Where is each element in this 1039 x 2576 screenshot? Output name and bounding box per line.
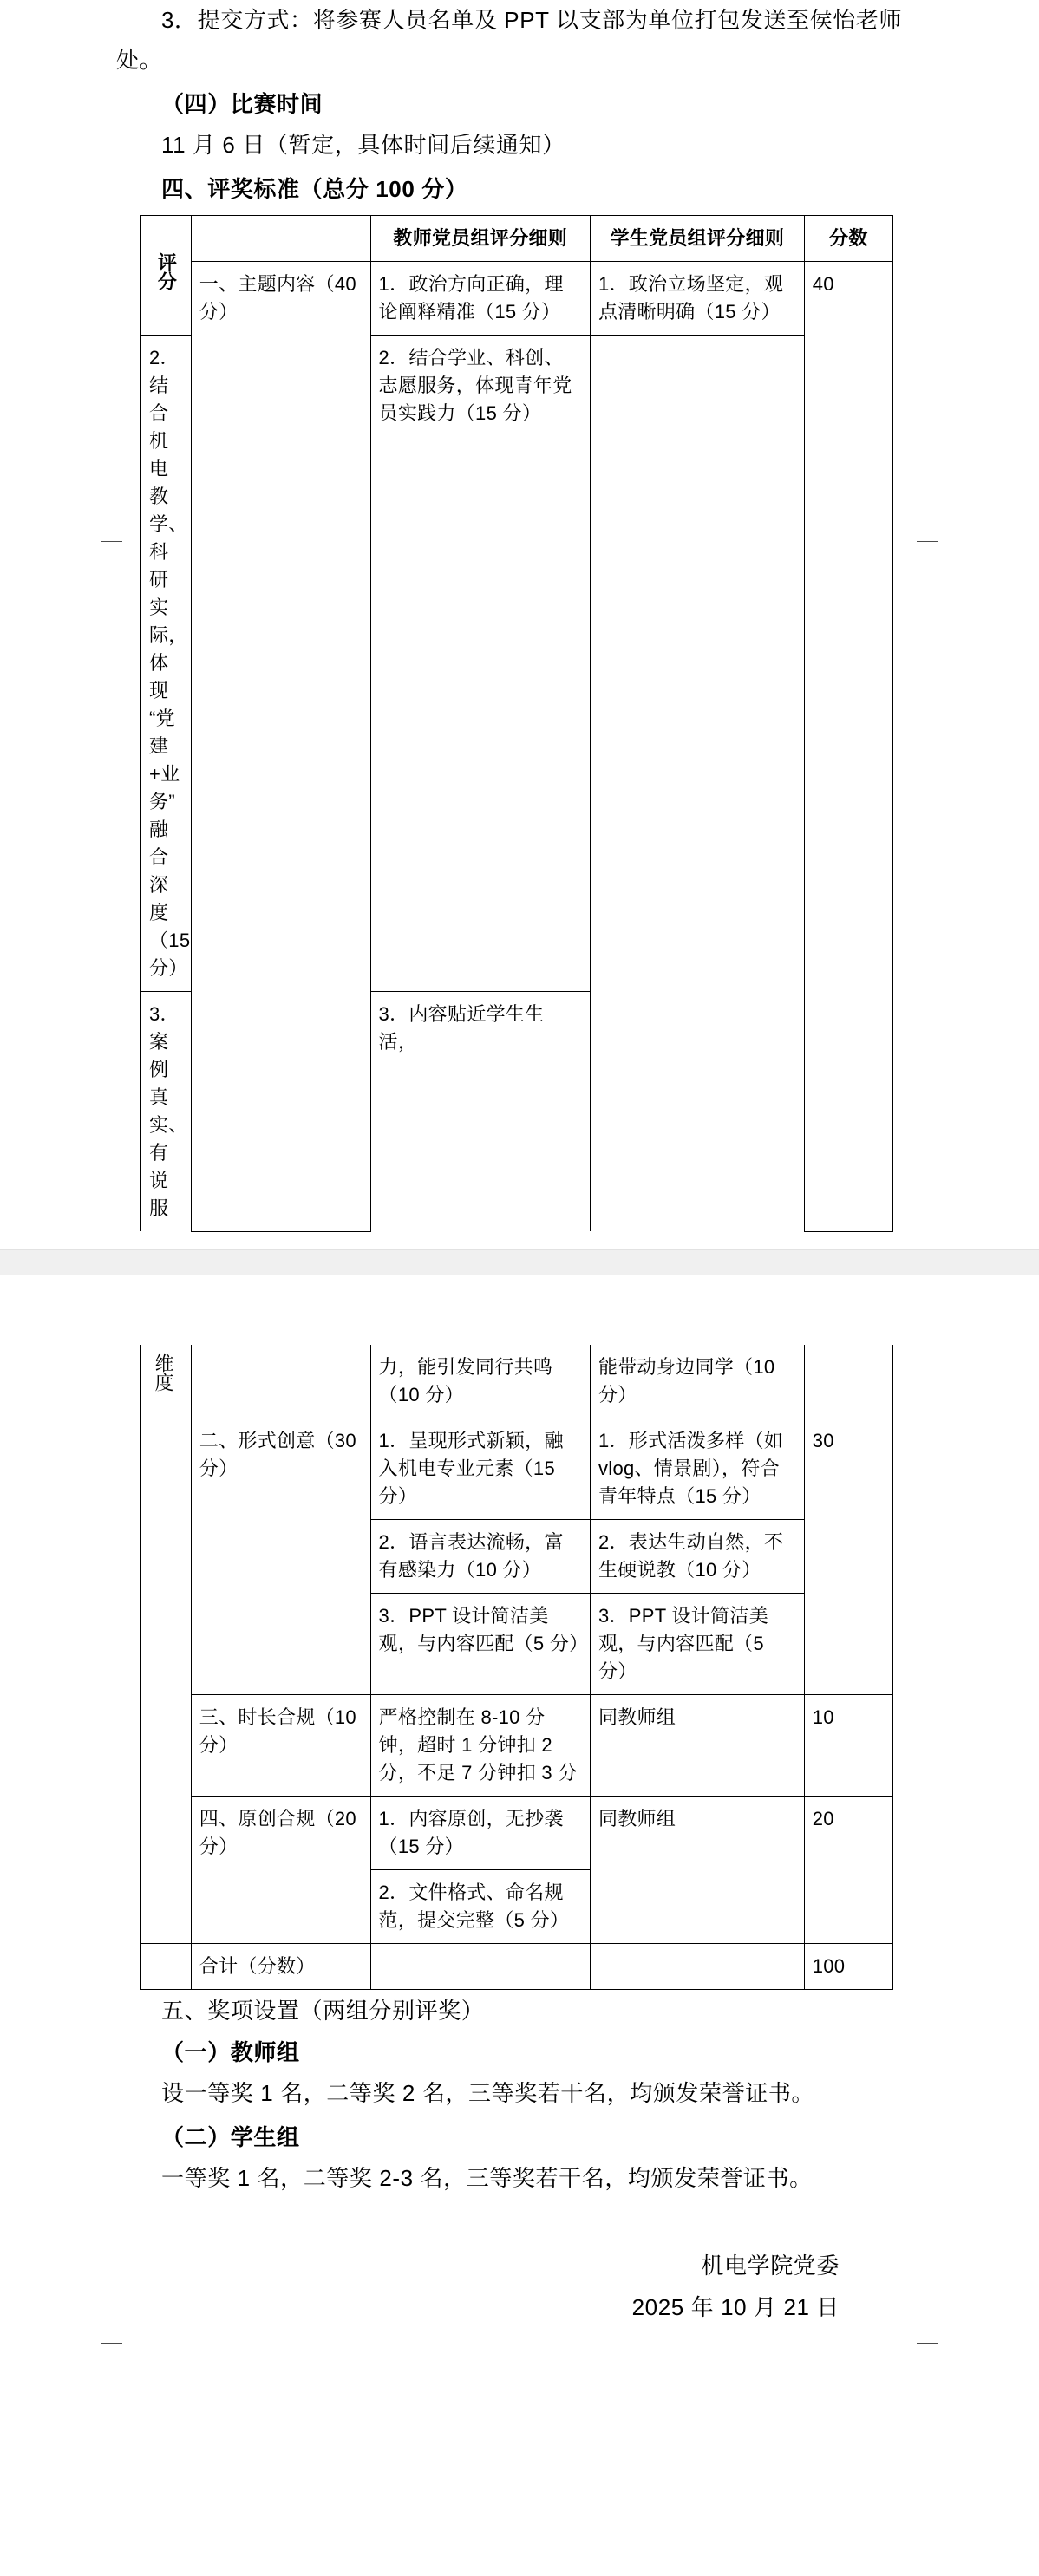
teacher-item: 3．案例真实、有说服: [141, 992, 192, 1232]
page-1-content: [116, 0, 923, 1232]
dimension-label-theme: 一、主题内容（40 分）: [191, 262, 370, 1232]
document-page-1: [0, 0, 1039, 1249]
teacher-item: 1．政治方向正确，理论阐释精准（15 分）: [370, 262, 590, 336]
axis-label-dimension: 维度: [141, 1345, 192, 1944]
score-carryover: [804, 1345, 892, 1418]
teacher-item-carryover: 力，能引发同行共鸣（10 分）: [370, 1345, 590, 1418]
paragraph-student-group: 一等奖 1 名，二等奖 2-3 名，三等奖若干名，均颁发荣誉证书。: [161, 2164, 813, 2191]
total-student-blank: [590, 1943, 804, 1989]
total-value: 100: [804, 1943, 892, 1989]
page-separator: [0, 1249, 1039, 1275]
student-item: 2．表达生动自然，不生硬说教（10 分）: [590, 1519, 804, 1593]
teacher-item: 2．语言表达流畅，富有感染力（10 分）: [370, 1519, 590, 1593]
student-item: 1．政治立场坚定，观点清晰明确（15 分）: [590, 262, 804, 336]
scoring-table-part1: [140, 215, 893, 1232]
teacher-item: 1．呈现形式新颖，融入机电专业元素（15 分）: [370, 1418, 590, 1519]
dimension-label-duration: 三、时长合规（10 分）: [191, 1694, 370, 1796]
student-item: 3．内容贴近学生生活，: [370, 992, 590, 1232]
header-student-criteria: 学生党员组评分细则: [590, 216, 804, 262]
teacher-item: 2．结合机电教学、科研实际，体现“党建+业务”融合深度（15 分）: [141, 336, 192, 992]
heading-student-group: （二）学生组: [161, 2123, 300, 2150]
dimension-score-duration: 10: [804, 1694, 892, 1796]
dimension-label-originality: 四、原创合规（20 分）: [191, 1796, 370, 1943]
crop-mark-top-left: [101, 1314, 122, 1335]
crop-mark-bottom-right: [917, 520, 938, 542]
student-item: 同教师组: [590, 1796, 804, 1943]
crop-mark-bottom-left: [101, 2322, 122, 2344]
table-row: [141, 1796, 893, 1869]
header-score: 分数: [804, 216, 892, 262]
total-axis-blank: [141, 1943, 192, 1989]
paragraph-teacher-group: 设一等奖 1 名，二等奖 2 名，三等奖若干名，均颁发荣誉证书。: [161, 2079, 815, 2106]
table-row: [141, 262, 893, 336]
header-blank: [191, 216, 370, 262]
student-item: 2．结合学业、科创、志愿服务，体现青年党员实践力（15 分）: [370, 336, 590, 992]
dimension-label-form: 二、形式创意（30 分）: [191, 1418, 370, 1694]
paragraph-competition-time: 11 月 6 日（暂定，具体时间后续通知）: [161, 132, 565, 158]
heading-scoring-criteria: 四、评奖标准（总分 100 分）: [161, 176, 468, 202]
heading-teacher-group: （一）教师组: [161, 2038, 300, 2065]
table-row-carryover: [141, 1345, 893, 1418]
scoring-table-part2: [140, 1345, 893, 1990]
table-header-row: [141, 216, 893, 262]
heading-awards: 五、奖项设置（两组分别评奖）: [161, 1997, 485, 2024]
crop-mark-bottom-right: [917, 2322, 938, 2344]
dimension-score-theme: 40: [804, 262, 892, 1232]
dimension-label-carryover: [191, 1345, 370, 1418]
student-item-carryover: 能带动身边同学（10 分）: [590, 1345, 804, 1418]
total-label: 合计（分数）: [191, 1943, 370, 1989]
paragraph-submit-method: 3．提交方式：将参赛人员名单及 PPT 以支部为单位打包发送至侯怡老师处。: [116, 7, 903, 73]
signature-block: [116, 2245, 923, 2328]
teacher-item: 3．PPT 设计简洁美观，与内容匹配（5 分）: [370, 1593, 590, 1694]
heading-competition-time: （四）比赛时间: [161, 91, 323, 117]
crop-mark-bottom-left: [101, 520, 122, 542]
document-page-2: [0, 1275, 1039, 2576]
header-teacher-criteria: 教师党员组评分细则: [370, 216, 590, 262]
teacher-item: 1．内容原创，无抄袭（15 分）: [370, 1796, 590, 1869]
student-item: 1．形式活泼多样（如 vlog、情景剧），符合青年特点（15 分）: [590, 1418, 804, 1519]
page-2-content: [116, 1275, 923, 2328]
table-row: [141, 1418, 893, 1519]
teacher-item: 严格控制在 8-10 分钟，超时 1 分钟扣 2 分，不足 7 分钟扣 3 分: [370, 1694, 590, 1796]
student-item: 3．PPT 设计简洁美观，与内容匹配（5 分）: [590, 1593, 804, 1694]
dimension-score-form: 30: [804, 1418, 892, 1694]
signature-date: 2025 年 10 月 21 日: [631, 2293, 840, 2320]
dimension-score-originality: 20: [804, 1796, 892, 1943]
header-axis: 评分: [141, 216, 192, 336]
table-row-total: [141, 1943, 893, 1989]
total-teacher-blank: [370, 1943, 590, 1989]
student-item: 同教师组: [590, 1694, 804, 1796]
table-row: [141, 1694, 893, 1796]
signature-organization: 机电学院党委: [701, 2252, 840, 2279]
teacher-item: 2．文件格式、命名规范，提交完整（5 分）: [370, 1869, 590, 1943]
crop-mark-top-right: [917, 1314, 938, 1335]
